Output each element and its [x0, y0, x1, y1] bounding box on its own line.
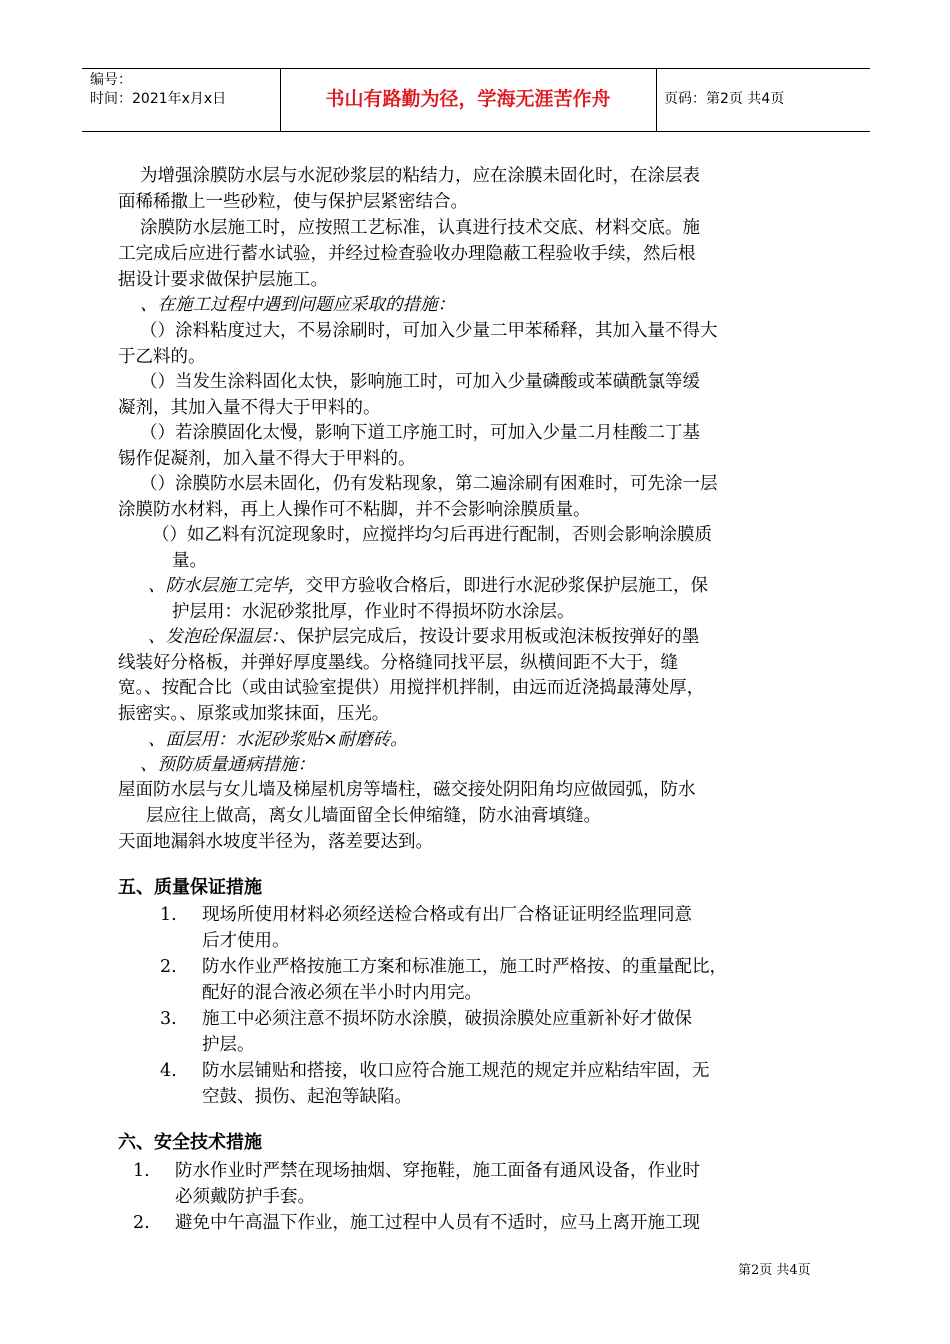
- body-line: 工完成后应进行蓄水试验，并经过检查验收办理隐蔽工程验收手续，然后根: [118, 244, 696, 264]
- body-line: 涂膜防水层施工时，应按照工艺标准，认真进行技术交底、材料交底。施: [140, 218, 700, 238]
- inline-subheading: 、防水层施工完毕，: [148, 576, 306, 596]
- list-item: 护层。: [202, 1035, 255, 1055]
- header-page-number: 页码：第2页 共4页: [664, 91, 785, 107]
- body-line: （）若涂膜固化太慢，影响下道工序施工时，可加入少量二月桂酸二丁基: [140, 423, 700, 443]
- section-5-title: 五、质量保证措施: [118, 877, 262, 898]
- list-number: 1.: [133, 1161, 150, 1181]
- body-line: 面稀稀撒上一些砂粒，使与保护层紧密结合。: [118, 192, 468, 212]
- list-number: 3.: [160, 1009, 177, 1029]
- body-line: （）涂料粘度过大，不易涂刷时，可加入少量二甲苯稀释，其加入量不得大: [140, 321, 718, 341]
- page-footer: 第2页 共4页: [738, 1263, 811, 1278]
- list-number: 4.: [160, 1061, 177, 1081]
- list-item: 空鼓、损伤、起泡等缺陷。: [202, 1087, 412, 1107]
- body-line: [148, 624, 699, 650]
- list-item: 避免中午高温下作业，施工过程中人员有不适时，应马上离开施工现: [175, 1213, 700, 1233]
- body-line: 量。: [172, 551, 207, 571]
- body-line: （）涂膜防水层未固化，仍有发粘现象，第二遍涂刷有困难时，可先涂一层: [140, 474, 718, 494]
- body-line: 为增强涂膜防水层与水泥砂浆层的粘结力，应在涂膜未固化时，在涂层表: [140, 166, 700, 186]
- body-line: 层应往上做高，离女儿墙面留全长伸缩缝，防水油膏填缝。: [146, 806, 601, 826]
- list-item: 防水作业时严禁在现场抽烟、穿拖鞋，施工面备有通风设备，作业时: [175, 1161, 700, 1181]
- subheading-problems: 、在施工过程中遇到问题应采取的措施：: [140, 295, 455, 315]
- body-line: （）当发生涂料固化太快，影响施工时，可加入少量磷酸或苯磺酰氯等缓: [140, 372, 700, 392]
- list-item: 配好的混合液必须在半小时内用完。: [202, 983, 482, 1003]
- inline-subheading: 、发泡砼保温层：: [148, 627, 280, 647]
- list-number: 2.: [160, 957, 177, 977]
- body-line: 屋面防水层与女儿墙及梯屋机房等墙柱，磁交接处阴阳角均应做园弧，防水: [118, 780, 696, 800]
- body-line: 宽。、按配合比（或由试验室提供）用搅拌机拌制，由远而近浇捣最薄处厚，: [118, 678, 705, 698]
- inline-text: 、保护层完成后，按设计要求用板或泡沫板按弹好的墨: [279, 627, 700, 647]
- body-line: [148, 573, 708, 599]
- list-number: 1.: [160, 905, 177, 925]
- list-item: 必须戴防护手套。: [175, 1187, 315, 1207]
- body-line: 据设计要求做保护层施工。: [118, 270, 328, 290]
- list-item: 防水层铺贴和搭接，收口应符合施工规范的规定并应粘结牢固，无: [202, 1061, 710, 1081]
- subheading-surface: 、面层用：水泥砂浆贴×耐磨砖。: [148, 730, 408, 750]
- body-line: （）如乙料有沉淀现象时，应搅拌均匀后再进行配制，否则会影响涂膜质: [152, 525, 712, 545]
- section-6-title: 六、安全技术措施: [118, 1132, 262, 1153]
- body-line: 天面地漏斜水坡度半径为，落差要达到。: [118, 832, 433, 852]
- body-line: 振密实。、原浆或加浆抹面，压光。: [118, 704, 390, 724]
- body-line: 凝剂，其加入量不得大于甲料的。: [118, 398, 381, 418]
- body-line: 线装好分格板，并弹好厚度墨线。分格缝同找平层，纵横间距不大于，缝: [118, 653, 678, 673]
- body-line: 锡作促凝剂，加入量不得大于甲料的。: [118, 449, 416, 469]
- body-line: 涂膜防水材料，再上人操作可不粘脚，并不会影响涂膜质量。: [118, 500, 591, 520]
- list-item: 后才使用。: [202, 931, 290, 951]
- list-number: 2.: [133, 1213, 150, 1233]
- inline-text: 交甲方验收合格后，即进行水泥砂浆保护层施工，保: [305, 576, 708, 596]
- body-line: 于乙料的。: [118, 347, 206, 367]
- code-label: 编号：: [90, 72, 132, 88]
- time-label: 时间：2021年x月x日: [90, 91, 227, 107]
- subheading-prevention: 、预防质量通病措施：: [140, 755, 315, 775]
- body-line: 护层用：水泥砂浆批厚，作业时不得损坏防水涂层。: [172, 602, 575, 622]
- list-item: 防水作业严格按施工方案和标准施工，施工时严格按、的重量配比，: [202, 957, 727, 977]
- list-item: 施工中必须注意不损坏防水涂膜，破损涂膜处应重新补好才做保: [202, 1009, 692, 1029]
- list-item: 现场所使用材料必须经送检合格或有出厂合格证证明经监理同意: [202, 905, 692, 925]
- header-motto: 书山有路勤为径，学海无涯苦作舟: [325, 88, 611, 110]
